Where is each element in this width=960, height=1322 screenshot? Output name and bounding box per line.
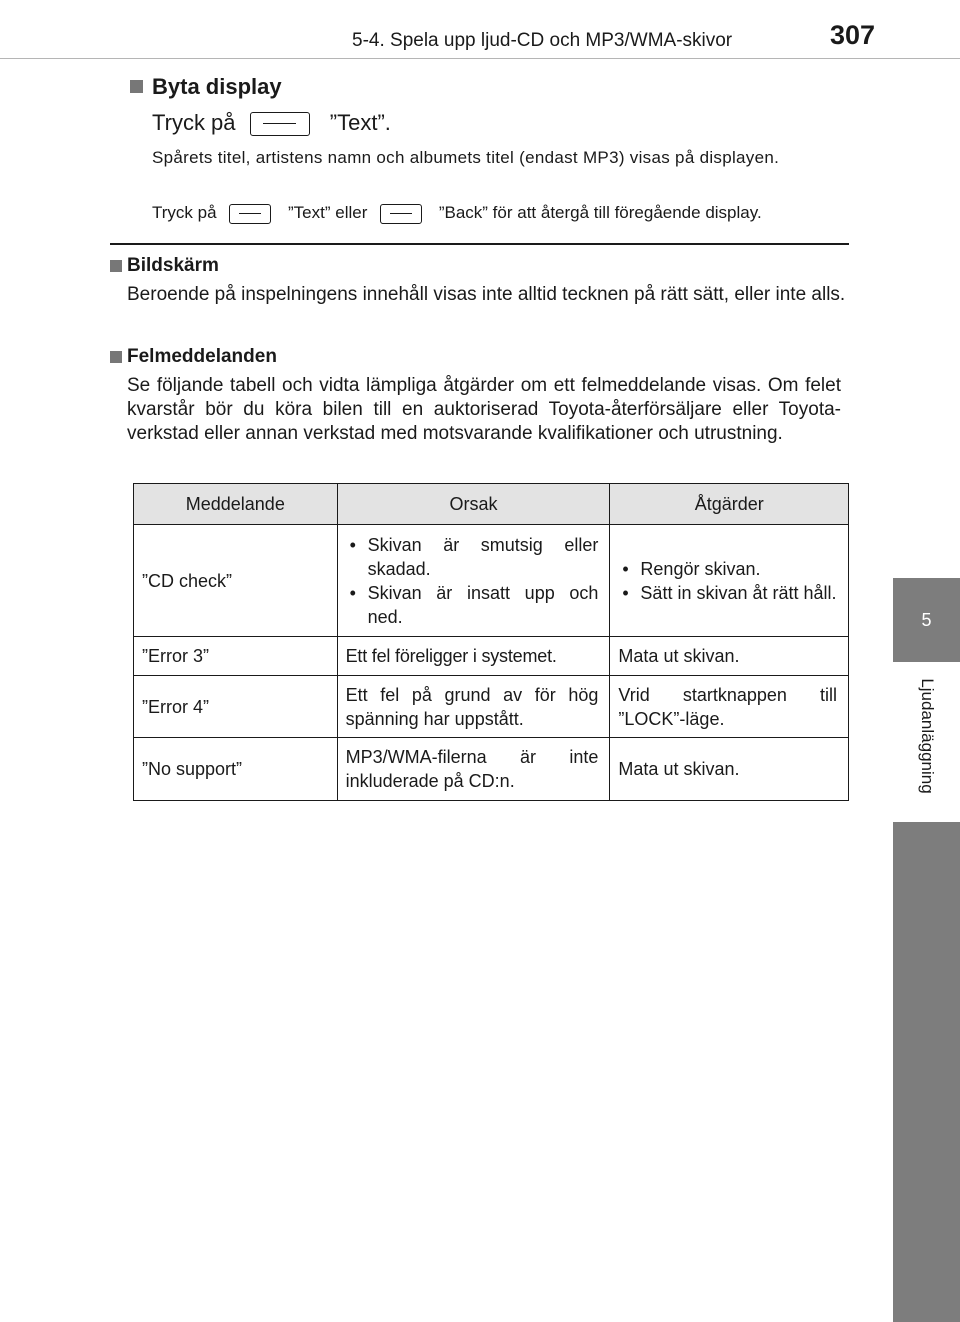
chapter-number: 5 [921, 609, 932, 630]
section-divider [110, 243, 849, 245]
square-bullet-icon [110, 260, 122, 272]
cause-item: • Skivan är smutsig eller skadad. [346, 533, 599, 581]
side-tab-bar [893, 822, 960, 1322]
display-instruction-after: ”Text”. [329, 110, 391, 135]
display-heading: Byta display [152, 74, 282, 99]
cell-message: ”Error 3” [134, 637, 338, 676]
table-row [134, 738, 849, 801]
cause-item: • Skivan är insatt upp och ned. [346, 581, 599, 629]
screen-heading: Bildskärm [127, 255, 219, 276]
action-item: • Sätt in skivan åt rätt håll. [618, 581, 837, 605]
error-text: Se följande tabell och vidta lämpliga åtgärder om ett felmeddelande visas. Om felet kvarstår bör du köra bilen till en auktoriserad Toyota-återförsäljare eller Toyota-verkstad eller annan verkstad med motsvarande kvalifikationer och utrustning. [127, 375, 841, 444]
cell-message: ”CD check” [134, 525, 338, 637]
table-row [134, 525, 849, 637]
cell-cause: MP3/WMA-filerna är inte inkluderade på CD:n. [337, 738, 610, 801]
cell-cause: Ett fel föreligger i systemet. [337, 637, 610, 676]
action-item: • Rengör skivan. [618, 557, 837, 581]
cell-action: Mata ut skivan. [610, 738, 849, 801]
column-header-action: Åtgärder [610, 484, 849, 525]
chapter-label-area [893, 662, 960, 822]
screen-text: Beroende på inspelningens innehåll visas inte alltid tecknen på rätt sätt, eller inte alls. [127, 284, 846, 305]
cell-action [610, 525, 849, 637]
display-instruction [152, 109, 391, 137]
display-return-instruction [152, 201, 762, 225]
return-part-1: Tryck på [152, 203, 217, 222]
cell-action: Vrid startknappen till ”LOCK”-läge. [610, 676, 849, 738]
table-header-row [134, 484, 849, 525]
page-number: 307 [830, 20, 876, 50]
column-header-cause: Orsak [337, 484, 610, 525]
table-row [134, 637, 849, 676]
text-button-icon-small [229, 204, 271, 224]
display-instruction-before: Tryck på [152, 110, 236, 135]
square-bullet-icon [130, 80, 143, 93]
table-row [134, 676, 849, 738]
column-header-message: Meddelande [134, 484, 338, 525]
return-part-2: ”Text” eller [288, 203, 368, 222]
error-message-table [133, 483, 849, 801]
display-description: Spårets titel, artistens namn och albumets titel (endast MP3) visas på displayen. [152, 148, 780, 167]
return-part-3: ”Back” för att återgå till föregående display. [438, 203, 762, 222]
square-bullet-icon [110, 351, 122, 363]
chapter-tab [893, 578, 960, 662]
cell-cause: Ett fel på grund av för hög spänning har uppstått. [337, 676, 610, 738]
chapter-label: Ljudanläggning [917, 678, 937, 794]
back-button-icon-small [380, 204, 422, 224]
cell-action: Mata ut skivan. [610, 637, 849, 676]
error-heading: Felmeddelanden [127, 346, 277, 367]
cell-cause [337, 525, 610, 637]
cell-message: ”Error 4” [134, 676, 338, 738]
cell-message: ”No support” [134, 738, 338, 801]
header-section-title: 5-4. Spela upp ljud-CD och MP3/WMA-skivor [352, 30, 733, 51]
header-divider [0, 58, 960, 59]
text-button-icon [250, 112, 310, 136]
